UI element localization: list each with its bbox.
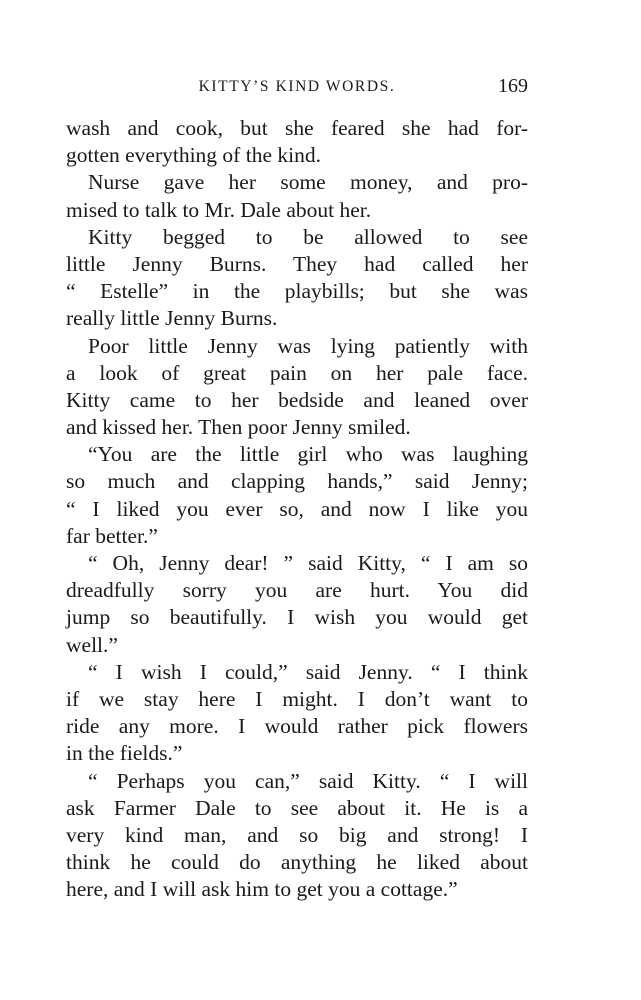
text-line: “ I liked you ever so, and now I like you: [66, 496, 528, 521]
text-line: mised to talk to Mr. Dale about her.: [66, 197, 372, 222]
text-line: Nurse gave her some money, and pro-: [88, 170, 528, 195]
text-line: ride any more. I would rather pick flowers: [66, 714, 528, 739]
text-line: Kitty begged to be allowed to see: [88, 224, 528, 249]
text-line: in the fields.”: [66, 741, 183, 766]
text-line: far better.”: [66, 523, 158, 548]
running-head: [66, 76, 528, 102]
text-line: so much and clapping hands,” said Jenny;: [66, 469, 528, 494]
text-line: well.”: [66, 632, 118, 657]
text-line: “ Perhaps you can,” said Kitty. “ I will: [88, 768, 528, 793]
text-line: Kitty came to her bedside and leaned over: [66, 387, 528, 412]
text-line: here, and I will ask him to get you a cottage.”: [66, 877, 458, 902]
text-line: gotten everything of the kind.: [66, 143, 321, 168]
body-text: [66, 115, 528, 903]
text-line: think he could do anything he liked about: [66, 850, 528, 875]
text-line: “ I wish I could,” said Jenny. “ I think: [88, 659, 528, 684]
text-line: a look of great pain on her pale face.: [66, 360, 528, 385]
text-line: if we stay here I might. I don’t want to: [66, 686, 528, 711]
text-line: Poor little Jenny was lying patiently with: [88, 333, 528, 358]
text-line: “You are the little girl who was laughing: [88, 442, 528, 467]
text-line: “ Estelle” in the playbills; but she was: [66, 279, 528, 304]
text-line: “ Oh, Jenny dear! ” said Kitty, “ I am so: [88, 551, 528, 575]
page-number: 169: [498, 75, 528, 97]
text-line: wash and cook, but she feared she had for-: [66, 116, 528, 140]
text-line: very kind man, and so big and strong! I: [66, 822, 528, 847]
text-line: really little Jenny Burns.: [66, 306, 278, 331]
running-title: KITTY’S KIND WORDS.: [198, 78, 396, 95]
text-line: dreadfully sorry you are hurt. You did: [66, 578, 528, 603]
text-line: and kissed her. Then poor Jenny smiled.: [66, 415, 411, 440]
text-line: ask Farmer Dale to see about it. He is a: [66, 795, 528, 820]
text-line: jump so beautifully. I wish you would get: [66, 605, 528, 630]
text-line: little Jenny Burns. They had called her: [66, 251, 528, 276]
